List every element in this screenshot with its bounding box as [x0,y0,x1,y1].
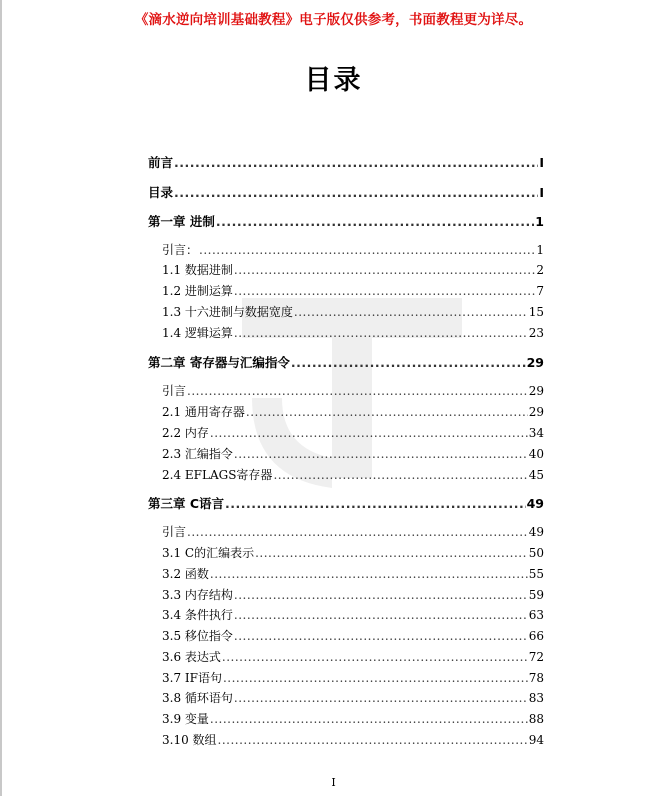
toc-entry-label: 2.3 汇编指令 [162,447,233,461]
toc-entry[interactable] [162,586,544,604]
toc-entry-label: 3.3 内存结构 [162,588,233,602]
toc-entry[interactable] [162,544,544,562]
toc-leader [294,305,528,319]
toc-entry-label: 3.10 数组 [162,733,217,747]
toc-entry[interactable] [162,731,544,749]
toc-entry-label: 2.2 内存 [162,426,209,440]
toc-entry-label: 1.4 逻辑运算 [162,326,233,340]
toc-entry[interactable] [162,382,544,400]
toc-entry-label: 目录 [148,185,174,200]
toc-entry[interactable] [162,403,544,421]
toc-entry[interactable] [148,153,544,171]
toc-leader [234,588,528,602]
toc-entry-page: 1 [536,243,544,257]
toc-entry[interactable] [162,523,544,541]
toc-entry-page: 72 [528,650,544,664]
toc-entry-page: 7 [536,284,544,298]
toc-entry-page: 59 [528,588,544,602]
toc-entry-label: 3.9 变量 [162,712,209,726]
page-title: 目录 [304,65,363,96]
toc-entry[interactable] [162,627,544,645]
toc-entry-label: 引言 [162,384,187,398]
toc-entry-label: 3.5 移位指令 [162,629,233,643]
toc-entry[interactable] [162,445,544,463]
toc-entry-label: 引言 [162,525,187,539]
toc-entry-label: 第一章 进制 [148,214,215,229]
toc-entry[interactable] [148,183,544,201]
toc-leader [291,355,526,370]
toc-leader [234,629,528,643]
toc-entry-page: 55 [528,567,544,581]
toc-entry-label: 3.6 表达式 [162,650,221,664]
toc-leader [210,712,528,726]
toc-leader [210,426,528,440]
toc-entry-label: 1.1 数据进制 [162,263,233,277]
toc-entry-page: 29 [528,405,544,419]
toc-entry-label: 3.2 函数 [162,567,209,581]
toc-entry[interactable] [162,241,544,259]
toc-entry-page: I [539,185,544,200]
toc-entry[interactable] [162,710,544,728]
page-number: I [331,776,336,789]
toc-entry-label: 第二章 寄存器与汇编指令 [148,355,290,370]
toc-entry-label: 3.7 IF语句 [162,671,222,685]
toc-entry-page: 29 [528,384,544,398]
toc-entry[interactable] [162,669,544,687]
toc-entry-page: 49 [526,496,544,511]
toc-entry-page: 49 [528,525,544,539]
toc-entry-label: 前言 [148,155,174,170]
toc-entry[interactable] [162,324,544,342]
header-notice: 《滴水逆向培训基础教程》电子版仅供参考，书面教程更为详尽。 [134,12,533,28]
toc-entry[interactable] [162,606,544,624]
toc-entry[interactable] [148,353,544,371]
toc-leader [199,243,535,257]
toc-leader [246,405,528,419]
toc-entry-page: 23 [528,326,544,340]
toc-entry[interactable] [162,565,544,583]
toc-entry-label: 3.4 条件执行 [162,608,233,622]
toc-entry-label: 3.1 C的汇编表示 [162,546,255,560]
toc-entry-page: 45 [528,468,544,482]
toc-leader [174,155,538,170]
toc-entry-page: 66 [528,629,544,643]
toc-entry-label: 2.1 通用寄存器 [162,405,245,419]
toc-leader [174,185,538,200]
toc-entry-page: 29 [526,355,544,370]
toc-leader [210,567,528,581]
toc-entry-page: 2 [536,263,544,277]
toc-leader [234,284,535,298]
toc-entry[interactable] [162,466,544,484]
toc-entry[interactable] [162,689,544,707]
toc-entry-label: 1.3 十六进制与数据宽度 [162,305,293,319]
toc-entry[interactable] [162,424,544,442]
toc-entry-page: 88 [528,712,544,726]
toc-entry[interactable] [162,261,544,279]
toc-entry-page: 1 [535,214,544,229]
toc-leader [216,214,534,229]
toc-entry-label: 3.8 循环语句 [162,691,233,705]
toc-entry-page: 94 [528,733,544,747]
toc-entry-page: 50 [528,546,544,560]
toc-entry-page: I [539,155,544,170]
toc-entry-page: 15 [528,305,544,319]
toc-entry-page: 40 [528,447,544,461]
toc-leader [187,384,528,398]
toc-entry-page: 63 [528,608,544,622]
toc-entry[interactable] [148,212,544,230]
toc-entry[interactable] [162,282,544,300]
toc-entry[interactable] [162,648,544,666]
toc-entry[interactable] [162,303,544,321]
toc-leader [222,650,528,664]
toc-entry-page: 34 [528,426,544,440]
toc-entry-label: 第三章 C语言 [148,496,225,511]
toc-leader [255,546,528,560]
toc-entry-label: 引言： [162,243,199,257]
toc-leader [234,326,528,340]
toc-leader [234,608,528,622]
toc-leader [223,671,528,685]
toc-leader [273,468,527,482]
toc-entry-page: 78 [528,671,544,685]
toc-leader [218,733,528,747]
toc-entry-label: 2.4 EFLAGS寄存器 [162,468,273,482]
toc-leader [225,496,526,511]
toc-leader [234,447,528,461]
toc-leader [234,691,528,705]
toc-entry[interactable] [148,494,544,512]
toc-entry-label: 1.2 进制运算 [162,284,233,298]
toc-leader [187,525,528,539]
toc-leader [234,263,535,277]
toc-entry-page: 83 [528,691,544,705]
